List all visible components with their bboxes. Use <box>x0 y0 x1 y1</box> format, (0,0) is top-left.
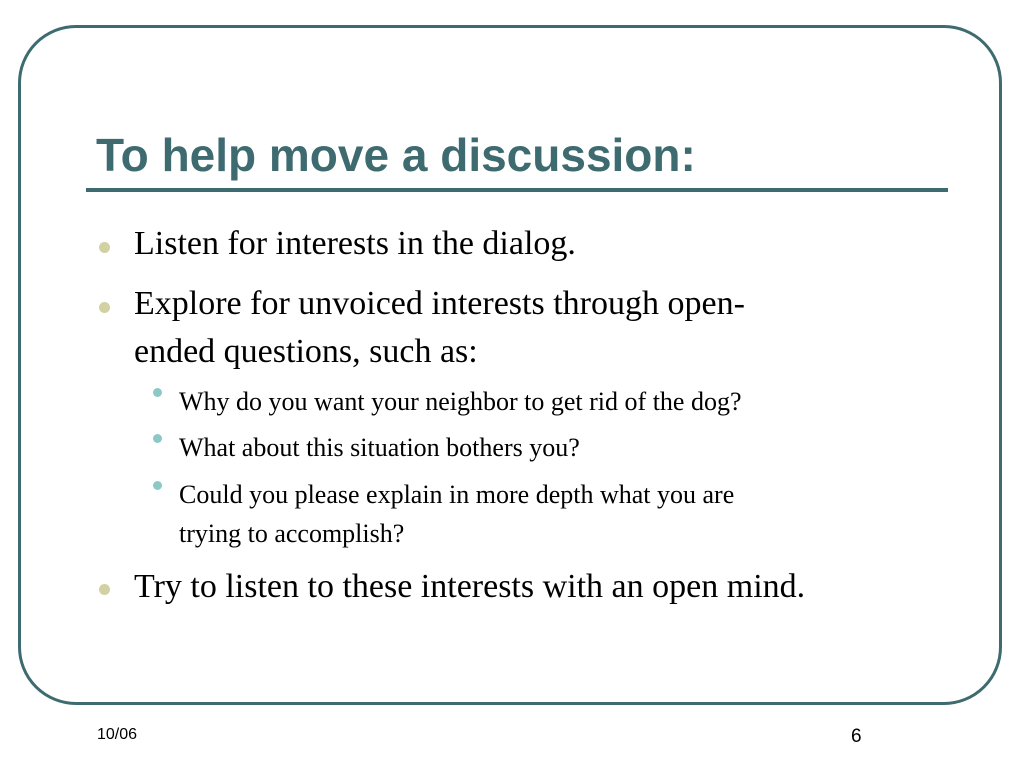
bullet-item-2-line-2: ended questions, such as: <box>134 333 478 370</box>
title-underline <box>86 188 948 192</box>
bullet-item-3: Try to listen to these interests with an open mind. <box>134 568 806 605</box>
sub-bullet-dot-icon <box>153 388 162 397</box>
bullet-item-2-line-1: Explore for unvoiced interests through open- <box>134 285 745 322</box>
sub-bullet-dot-icon <box>153 434 162 443</box>
bullet-dot-icon <box>99 242 110 253</box>
sub-bullet-item-3-line-1: Could you please explain in more depth what you are <box>179 480 735 509</box>
bullet-dot-icon <box>99 302 110 313</box>
footer-date: 10/06 <box>97 726 138 743</box>
bullet-item-1: Listen for interests in the dialog. <box>134 225 576 262</box>
sub-bullet-item-2: What about this situation bothers you? <box>179 433 580 462</box>
bullet-dot-icon <box>99 584 110 595</box>
page-number: 6 <box>851 726 862 747</box>
slide-title: To help move a discussion: <box>96 129 696 181</box>
sub-bullet-item-1: Why do you want your neighbor to get rid of the dog? <box>179 387 742 416</box>
sub-bullet-dot-icon <box>153 481 162 490</box>
sub-bullet-item-3-line-2: trying to accomplish? <box>179 519 405 548</box>
